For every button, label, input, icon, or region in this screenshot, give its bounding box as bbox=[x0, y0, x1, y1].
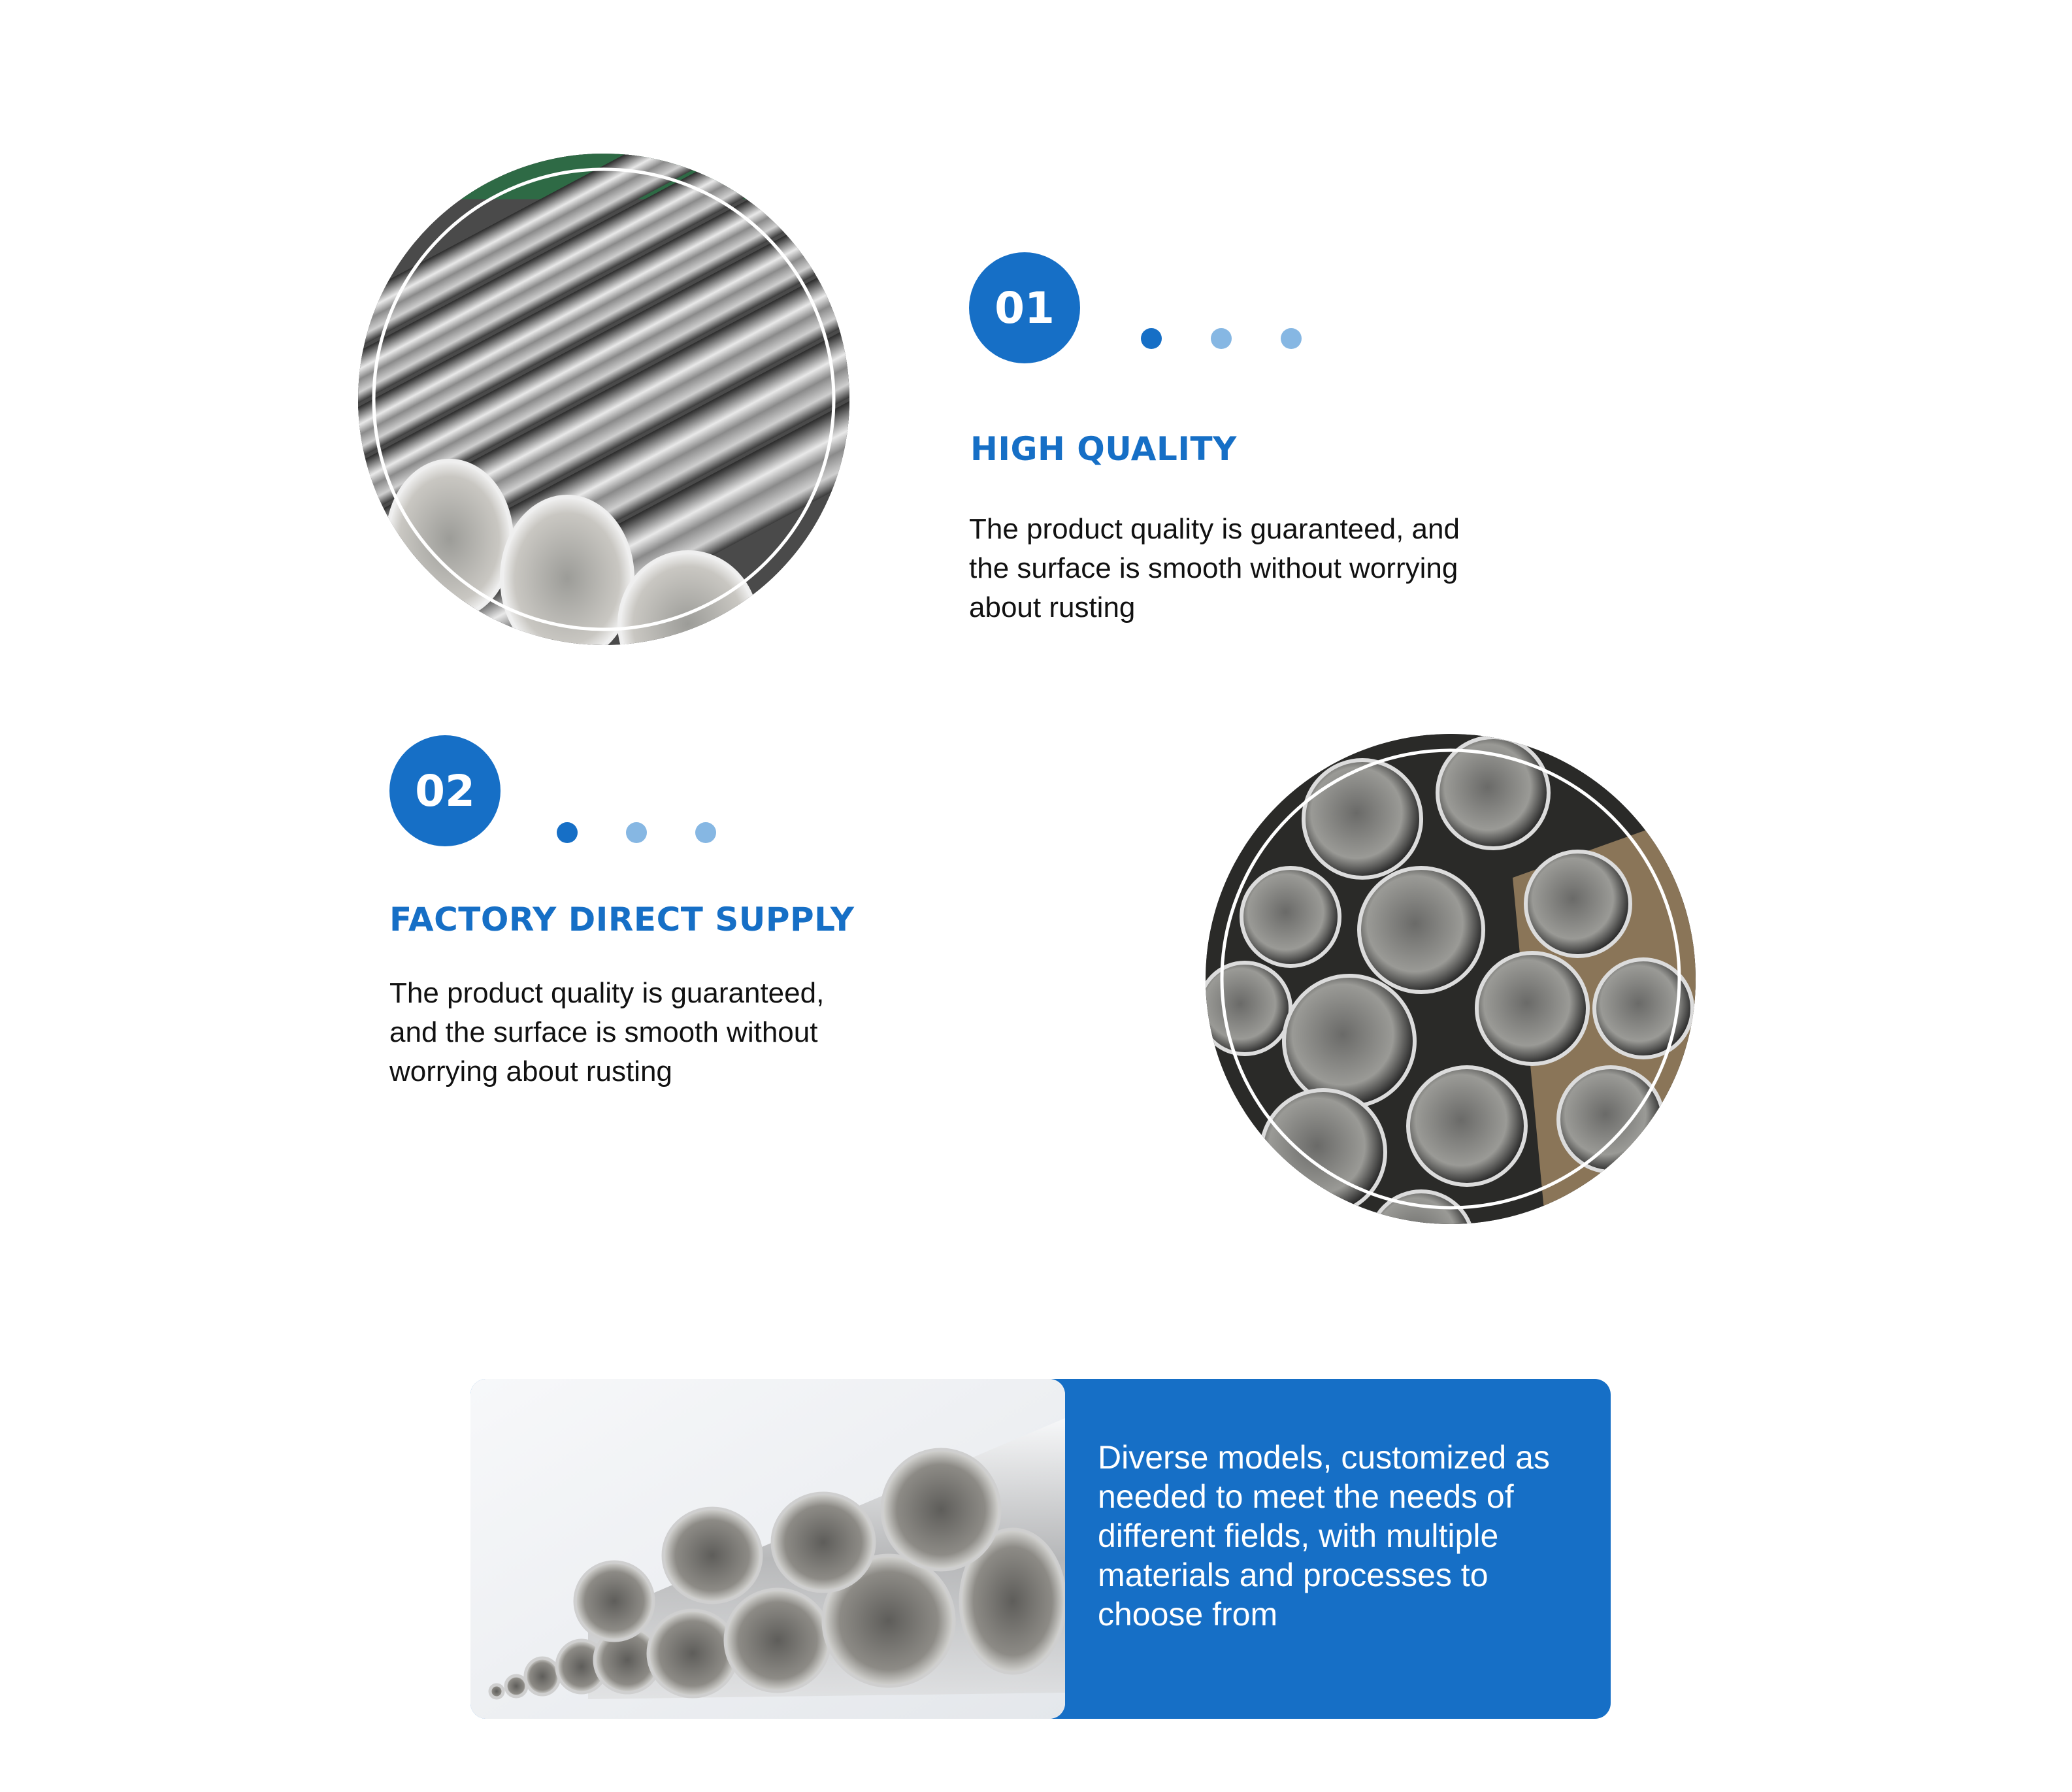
feature-1-description: The product quality is guaranteed, and the surface is smooth without worrying about rusting bbox=[969, 513, 1460, 623]
feature-2-photo bbox=[1206, 734, 1696, 1224]
carousel-dot[interactable] bbox=[1281, 328, 1302, 349]
carousel-dot[interactable] bbox=[1211, 328, 1232, 349]
feature-1-number-badge: 01 bbox=[969, 252, 1080, 363]
carousel-dot[interactable] bbox=[695, 822, 716, 843]
feature-2-number-badge: 02 bbox=[389, 735, 501, 846]
feature-2-description: The product quality is guaranteed, and the surface is smooth without worrying about rusting bbox=[389, 977, 825, 1087]
banner-pipes-photo bbox=[470, 1379, 1065, 1719]
carousel-dot[interactable] bbox=[626, 822, 647, 843]
feature-2-title: FACTORY DIRECT SUPPLY bbox=[389, 901, 855, 938]
promo-banner bbox=[470, 1379, 1611, 1719]
feature-1-photo bbox=[358, 154, 849, 645]
feature-1-title: HIGH QUALITY bbox=[970, 430, 1237, 468]
carousel-dot-active[interactable] bbox=[1141, 328, 1162, 349]
banner-text: Diverse models, customized as needed to meet the needs of different fields, with multiple materials and processes to choose from bbox=[1098, 1439, 1550, 1633]
carousel-dot-active[interactable] bbox=[557, 822, 578, 843]
